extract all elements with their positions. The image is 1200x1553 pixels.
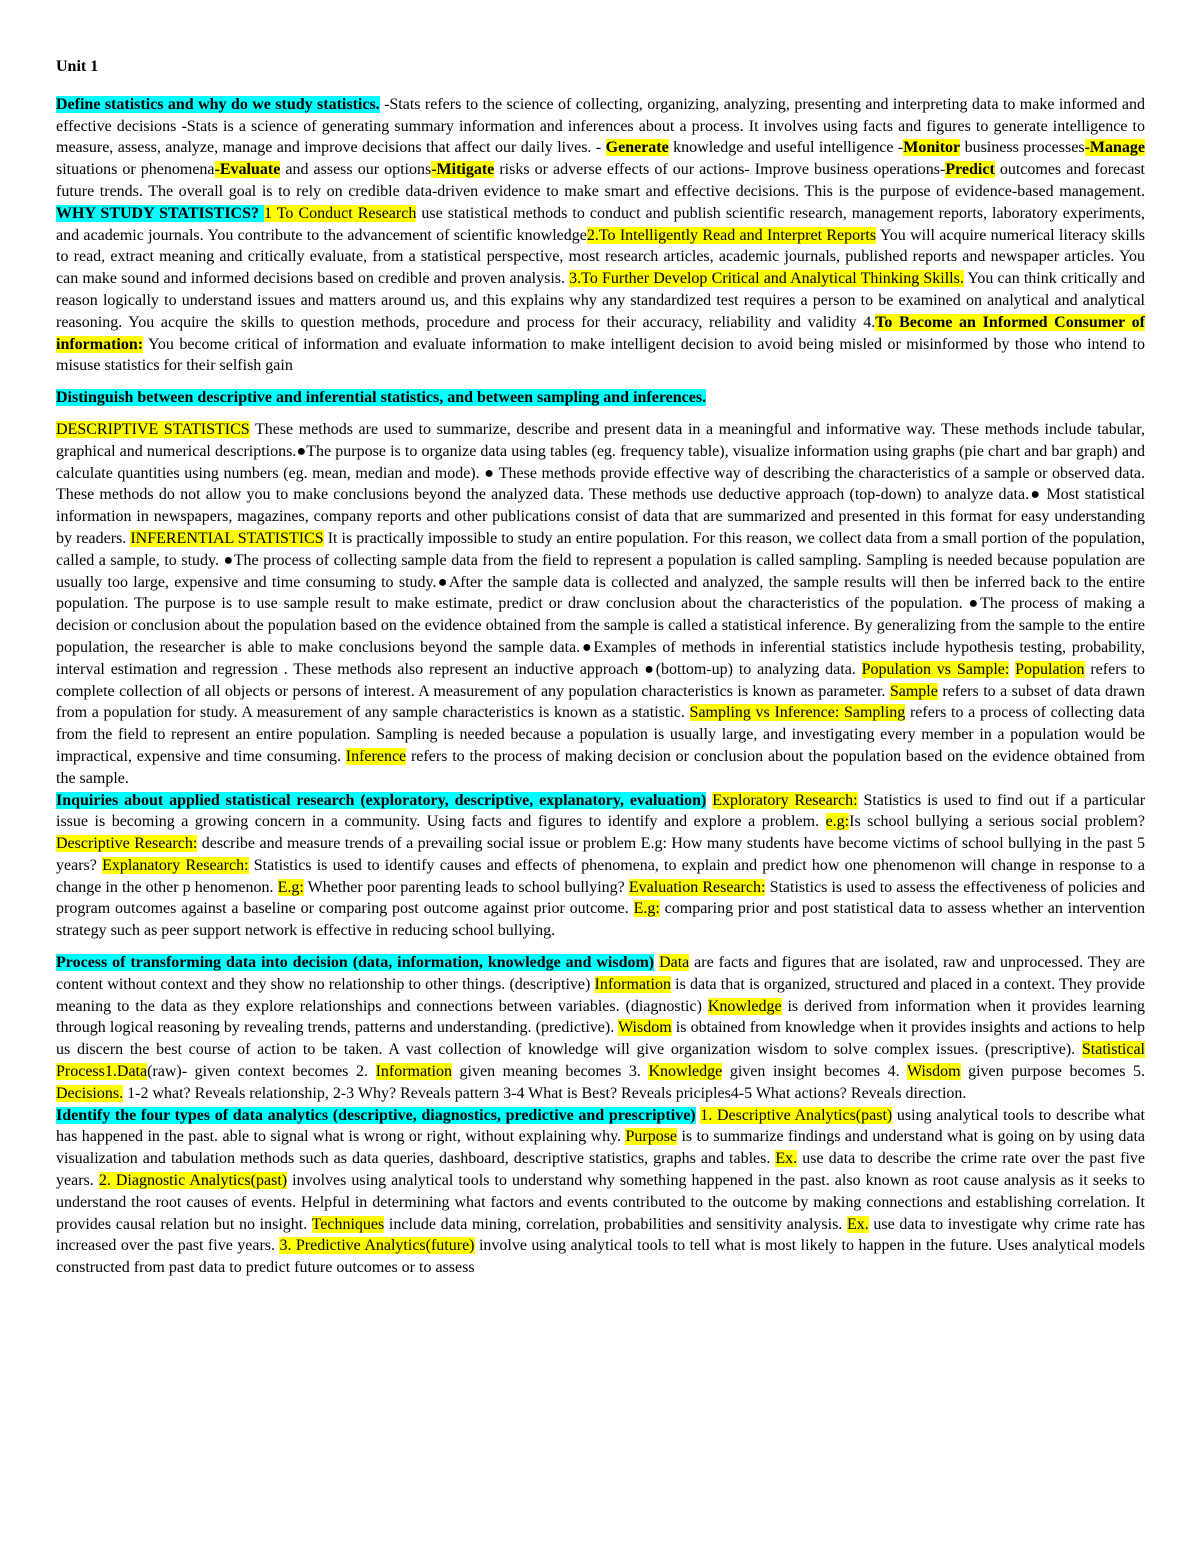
highlighted-term: DESCRIPTIVE STATISTICS: [56, 420, 250, 438]
body-text: risks or adverse effects of our actions- Improve business operations-: [494, 161, 946, 179]
body-text: Whether poor parenting leads to school bullying?: [303, 878, 629, 896]
highlighted-term: To Become an Informed Consumer of information:: [56, 313, 1145, 353]
body-text: situations or phenomena: [56, 161, 215, 179]
body-text: You become critical of information and evaluate information to make intelligent decision to avoid being misled or misinformed by those who intend to misuse statistics for their selfish gain: [56, 335, 1145, 375]
body-text: (raw)- given context becomes 2.: [147, 1063, 376, 1081]
body-text: is obtained from knowledge when it provides insights and actions to help us discern the best course of action to be taken. A vast collection of knowledge will give organization wisdom to solve complex issues. (prescriptive).: [56, 1019, 1146, 1059]
highlighted-term: Information: [594, 975, 671, 993]
highlighted-term: 3.To Further Develop Critical and Analytical Thinking Skills.: [569, 270, 964, 288]
body-text: outcomes and forecast future trends. The overall goal is to rely on credible data-driven evidence to make smart and effective decisions. This is the purpose of evidence-based management.: [56, 161, 1146, 200]
body-text: is data that is organized, structured and placed in a context. They provide meaning to the data as they explore relationships and connections between variables. (diagnostic): [56, 975, 1145, 1015]
section-heading: WHY STUDY STATISTICS?: [56, 204, 265, 222]
body-text: 1-2 what? Reveals relationship, 2-3 Why? Reveals pattern 3-4 What is Best? Reveals priciples4-5 What actions? Reveals direction.: [123, 1084, 967, 1102]
body-text: is to summarize findings and understand what is going on by using data visualization and tabulation methods such as data queries, dashboard, descriptive statistics, graphs and tables.: [56, 1128, 1145, 1168]
highlighted-term: Wisdom: [906, 1063, 961, 1081]
highlighted-term: 2.To Intelligently Read and Interpret Reports: [586, 226, 877, 244]
highlighted-term: Wisdom: [618, 1019, 672, 1037]
section-heading: Identify the four types of data analytics (descriptive, diagnostics, predictive and prescriptive): [56, 1106, 696, 1124]
paragraph-descriptive-inferential: [56, 419, 1145, 790]
body-text: given insight becomes 4.: [722, 1063, 907, 1081]
document-page: [56, 56, 1145, 1279]
body-text: These methods are used to summarize, describe and present data in a meaningful and informative way. These methods include tabular, graphical and numerical descriptions.●The purpose is to organize data using tables (eg. frequency table), visualize information using graphs (pie chart and bar graph) and calculate quantities using numbers (eg. mean, median and mode). ● These methods provide effective way of describing the characteristics of a sample or observed data. These methods do not allow you to make conclusions beyond the analyzed data. These methods use deductive approach (top-down) to analyze data.● Most statistical information in newspapers, magazines, company reports and other publications consist of data that are summarized and presented in this format for easy understanding by readers.: [56, 420, 1145, 547]
highlighted-term: -Mitigate: [431, 161, 495, 179]
highlighted-term: Ex.: [775, 1150, 798, 1168]
paragraph-data-analytics: [56, 1105, 1145, 1279]
body-text: Statistics is used to find out if a particular issue is becoming a growing concern in a community. Using facts and figures to identify and explore a problem.: [56, 791, 1146, 831]
highlighted-term: Descriptive Research:: [56, 835, 198, 853]
body-text: refers to complete collection of all objects or persons of interest. A measurement of any population characteristics is known as parameter.: [56, 660, 1146, 700]
body-text: refers to a subset of data drawn from a population for study. A measurement of any sample characteristics is known as a statistic.: [56, 682, 1146, 722]
highlighted-term: Inference: [345, 747, 407, 765]
body-text: using analytical tools to describe what has happened in the past. able to signal what is wrong or right, without explaining why.: [56, 1106, 1145, 1146]
highlighted-term: Sample: [889, 682, 938, 700]
highlighted-term: Population vs Sample:: [861, 660, 1010, 678]
highlighted-term: Population: [1015, 660, 1085, 678]
body-text: -Stats refers to the science of collecting, organizing, analyzing, presenting and interpreting data to make informed and effective decisions -Stats is a science of generating summary information and inferences about a process. It involves using facts and figures to generate intelligence to measure, assess, analyze, manage and improve decisions that affect our daily lives. -: [56, 95, 1145, 157]
body-text: given purpose becomes 5.: [960, 1063, 1145, 1081]
highlighted-term: Data: [659, 954, 690, 972]
body-text: comparing prior and post statistical data to assess whether an intervention strategy such as peer support network is effective in reducing school bullying.: [56, 900, 1145, 940]
highlighted-term: Exploratory Research:: [712, 791, 858, 809]
highlighted-term: Purpose: [625, 1128, 678, 1146]
highlighted-term: -Manage: [1084, 139, 1145, 157]
section-heading: Define statistics and why do we study statistics.: [56, 95, 380, 113]
body-text: given meaning becomes 3.: [451, 1063, 649, 1081]
highlighted-term: INFERENTIAL STATISTICS: [130, 529, 324, 547]
body-text: include data mining, correlation, probabilities and sensitivity analysis.: [384, 1215, 847, 1233]
highlighted-term: Predict: [945, 161, 995, 179]
highlighted-term: Sampling vs Inference: Sampling: [689, 704, 906, 722]
body-text: use data to describe the crime rate over the past five years.: [56, 1150, 1145, 1190]
highlighted-term: Knowledge: [648, 1063, 723, 1081]
body-text: involves using analytical tools to understand why something happened in the past. also known as root cause analysis as it seeks to understand the root causes of events. Helpful in determining what factors and events contributed to the outcome by making connections and establishing correlation. It provides causal relation but no insight.: [56, 1172, 1146, 1233]
body-text: Is school bullying a serious social problem?: [849, 813, 1145, 831]
body-text: Statistics is used to identify causes and effects of phenomena, to explain and predict how one phenomenon will change in response to a change in the other p henomenon.: [56, 856, 1146, 896]
highlighted-term: 3. Predictive Analytics(future): [279, 1237, 475, 1255]
highlighted-term: Techniques: [311, 1215, 385, 1233]
paragraph-why-study-statistics: [56, 94, 1145, 377]
body-text: are facts and figures that are isolated, raw and unprocessed. They are content without context and they show no relationship to other things. (descriptive): [56, 954, 1146, 993]
section-heading: Inquiries about applied statistical research (exploratory, descriptive, explanatory, evaluation): [56, 791, 707, 809]
paragraph-applied-research: [56, 790, 1145, 943]
section-heading: Process of transforming data into decision (data, information, knowledge and wisdom): [56, 954, 655, 972]
paragraph-descriptive-vs-inferential-heading: [56, 387, 1145, 409]
highlighted-term: 1 To Conduct Research: [264, 204, 417, 222]
highlighted-term: Decisions.: [56, 1084, 124, 1102]
highlighted-term: Knowledge: [707, 997, 782, 1015]
highlighted-term: E.g:: [633, 900, 660, 918]
body-text: involve using analytical tools to tell what is most likely to happen in the future. Uses analytical models constructed from past data to predict future outcomes or to assess: [56, 1237, 1146, 1277]
body-text: Statistics is used to assess the effectiveness of policies and program outcomes against a baseline or comparing post outcome against prior outcome.: [56, 878, 1146, 918]
highlighted-term: Generate: [605, 139, 669, 157]
highlighted-term: Information: [375, 1063, 452, 1081]
highlighted-term: Ex.: [846, 1215, 869, 1233]
body-text: and assess our options: [280, 161, 432, 179]
body-text: business processes: [960, 139, 1085, 157]
body-text: use data to investigate why crime rate has increased over the past five years.: [56, 1215, 1145, 1255]
highlighted-term: 2. Diagnostic Analytics(past): [98, 1172, 288, 1190]
unit-title: Unit 1: [56, 58, 99, 75]
body-text: is derived from information when it provides learning through logical reasoning by revealing trends, patterns and understanding. (predictive).: [56, 997, 1146, 1037]
highlighted-term: -Evaluate: [214, 161, 281, 179]
highlighted-term: 1. Descriptive Analytics(past): [700, 1106, 893, 1124]
paragraph-data-to-decision: [56, 952, 1145, 1105]
body-text: refers to a process of collecting data from the field to represent an entire population. Sampling is needed because a population is usually large, and investigating every member in a population would be impractical, expensive and time consuming.: [56, 704, 1145, 765]
highlighted-term: E.g:: [277, 878, 304, 896]
body-text: knowledge and useful intelligence -: [668, 139, 904, 157]
body-text: describe and measure trends of a prevailing social issue or problem E.g: How many students have become victims of school bullying in the past 5 years?: [56, 835, 1146, 874]
body-text: use statistical methods to conduct and publish scientific research, management reports, laboratory experiments, and academic journals. You contribute to the advancement of scientific knowledge: [56, 204, 1145, 244]
highlighted-term: Explanatory Research:: [102, 856, 249, 874]
body-text: You can think critically and reason logically to understand issues and matters around us, and this explains why any standardized test requires a person to be examined on analytical and analytical reasoning. You acquire the skills to question methods, procedure and process for their accuracy, reliability and validity 4.: [56, 270, 1145, 331]
body-text: You will acquire numerical literacy skills to read, extract meaning and critically evaluate, from a statistical perspective, most research articles, academic journals, published reports and newspaper articles. You can make sound and informed decisions based on credible and proven analysis.: [56, 226, 1145, 288]
highlighted-term: Monitor: [903, 139, 961, 157]
highlighted-term: Statistical Process1.Data: [56, 1041, 1145, 1081]
section-heading: Distinguish between descriptive and inferential statistics, and between sampling and inferences.: [56, 389, 707, 407]
highlighted-term: e.g:: [825, 813, 850, 831]
highlighted-term: Evaluation Research:: [628, 878, 766, 896]
body-text: It is practically impossible to study an entire population. For this reason, we collect data from a small portion of the population, called a sample, to study. ●The process of collecting sample data from the field to represent a population is called sampling. Sampling is needed because population are usually too large, expensive and time consuming to study.●After the sample data is collected and analyzed, the sample results will then be inferred back to the entire population. The purpose is to use sample result to make estimate, predict or draw conclusion about the characteristics of the population. ●The process of making a decision or conclusion about the population based on the evidence obtained from the sample is called a statistical inference. By generalizing from the sample to the entire population, the researcher is able to make conclusions beyond the sample data.●Examples of methods in inferential statistics include hypothesis testing, probability, interval estimation and regression . These methods also represent an inductive approach ●(bottom-up) to analyzing data.: [56, 529, 1146, 678]
body-text: refers to the process of making decision or conclusion about the population based on the evidence obtained from the sample.: [56, 747, 1146, 787]
